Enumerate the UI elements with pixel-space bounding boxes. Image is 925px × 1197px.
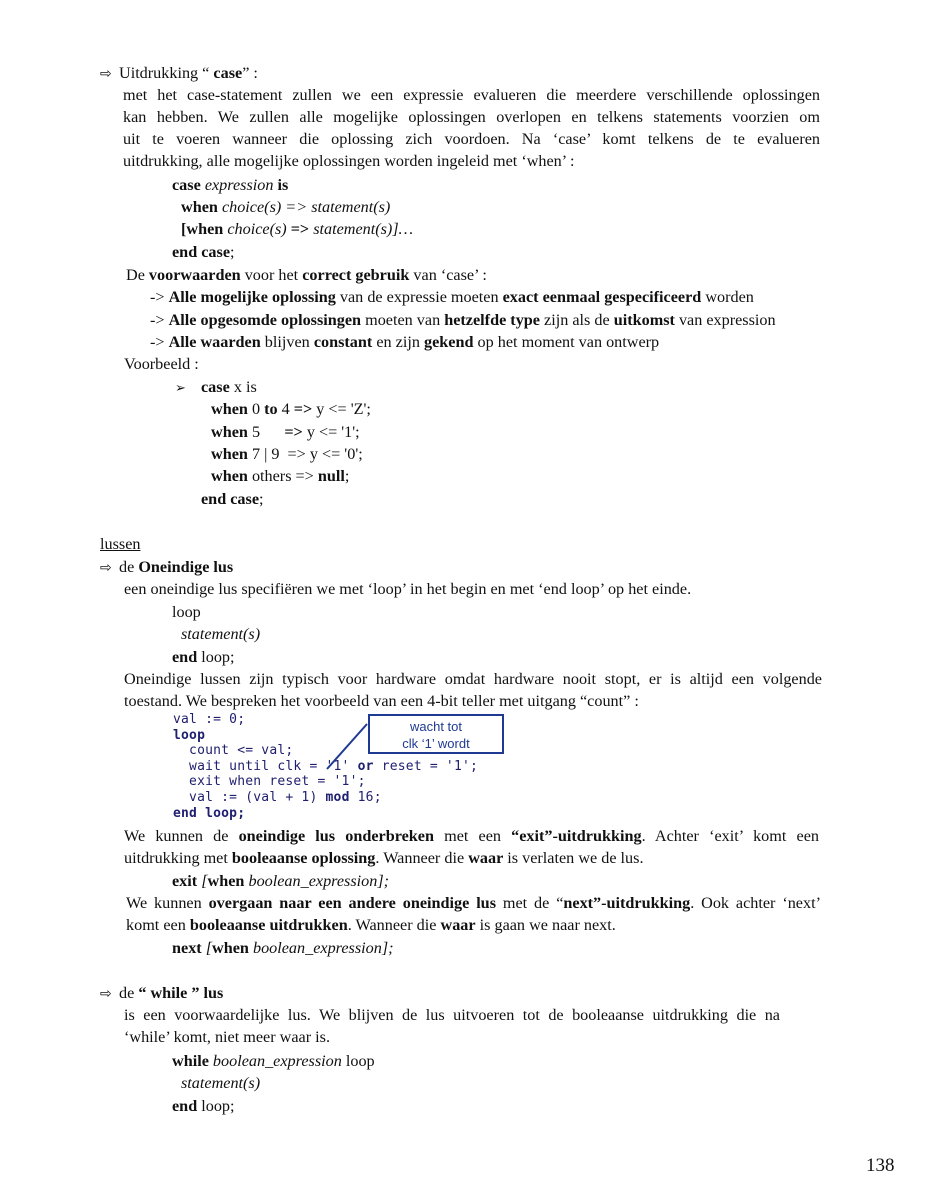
exit-text-line: We kunnen de oneindige lus onderbreken met een “exit”-uitdrukking. Achter ‘exit’ komt een [124, 827, 819, 845]
condition-item: -> Alle waarden blijven constant en zijn gekend op het moment van ontwerp [150, 333, 660, 351]
right-arrow-icon: ⇨ [100, 66, 112, 82]
code-line: wait until clk = '1' or reset = '1'; [173, 758, 479, 774]
infinite-syntax-line: statement(s) [181, 625, 261, 643]
code-line: loop [173, 727, 206, 743]
triangle-bullet-icon: ➢ [175, 381, 186, 396]
code-line: val := (val + 1) mod 16; [173, 789, 382, 805]
next-text-line: komt een booleaanse uitdrukken. Wanneer die waar is gaan we naar next. [126, 916, 616, 934]
infinite-loop-heading: ⇨ de Oneindige lus [100, 556, 233, 579]
case-syntax-line: case expression is [172, 176, 289, 194]
while-syntax-line: statement(s) [181, 1074, 261, 1092]
case-heading: ⇨ Uitdrukking “ case” : [100, 62, 258, 85]
example-line: ➢ case x is [175, 376, 257, 400]
infinite-loop-intro: een oneindige lus specifiëren we met ‘loop’ in het begin en met ‘end loop’ op het einde. [124, 580, 692, 598]
case-intro-line: uitdrukking, alle mogelijke oplossingen worden ingeleid met ‘when’ : [123, 152, 575, 170]
example-line: when 0 to 4 => y <= 'Z'; [211, 400, 371, 418]
example-label: Voorbeeld : [124, 355, 199, 373]
right-arrow-icon: ⇨ [100, 560, 112, 576]
case-intro-line: met het case-statement zullen we een expressie evalueren die meerdere verschillende oplossingen [123, 86, 820, 104]
while-loop-heading: ⇨ de “ while ” lus [100, 982, 223, 1005]
page-number: 138 [866, 1155, 895, 1176]
example-line: when 5 => y <= '1'; [211, 423, 360, 441]
condition-item: -> Alle opgesomde oplossingen moeten van hetzelfde type zijn als de uitkomst van expression [150, 311, 776, 329]
infinite-text-line: toestand. We bespreken het voorbeeld van een 4-bit teller met uitgang “count” : [124, 692, 639, 710]
callout-box [368, 714, 504, 754]
code-line: exit when reset = '1'; [173, 774, 366, 790]
case-intro-line: uit te voeren wanneer die oplossing zich voordoen. Na ‘case’ komt telkens de te evalueren [123, 130, 820, 148]
infinite-text-line: Oneindige lussen zijn typisch voor hardware omdat hardware nooit stopt, er is altijd een volgende [124, 670, 822, 688]
exit-text [124, 825, 819, 869]
case-syntax-line: end case; [172, 243, 235, 261]
condition-item: -> Alle mogelijke oplossing van de expressie moeten exact eenmaal gespecificeerd worden [150, 288, 754, 306]
code-line: val := 0; [173, 712, 246, 727]
example-line: end case; [201, 490, 264, 508]
callout-line: clk ‘1’ wordt [402, 736, 470, 751]
code-line: count <= val; [173, 743, 294, 759]
example-line: when 7 | 9 => y <= '0'; [211, 445, 363, 463]
example-line: when others => null; [211, 467, 350, 485]
while-syntax-line: end loop; [172, 1097, 235, 1115]
right-arrow-icon: ⇨ [100, 986, 112, 1002]
next-syntax: next [when boolean_expression]; [172, 939, 394, 957]
case-intro-line: kan hebben. We zullen alle mogelijke oplossingen overlopen en telkens statements voorzien om [123, 108, 820, 126]
next-text [126, 892, 821, 936]
next-text-line: We kunnen overgaan naar een andere oneindige lus met de “next”-uitdrukking. Ook achter ‘next’ [126, 894, 821, 912]
case-syntax-line: when choice(s) => statement(s) [181, 198, 391, 216]
infinite-syntax-line: loop [172, 603, 201, 621]
callout-line: wacht tot [409, 719, 463, 734]
while-syntax-line: while boolean_expression loop [172, 1052, 375, 1070]
while-text-line: ‘while’ komt, niet meer waar is. [124, 1028, 331, 1046]
exit-text-line: uitdrukking met booleaanse oplossing. Wanneer die waar is verlaten we de lus. [124, 849, 644, 867]
while-text-line: is een voorwaardelijke lus. We blijven de lus uitvoeren tot de booleaanse uitdrukking die na [124, 1006, 780, 1024]
case-syntax-line: [when choice(s) => statement(s)]… [181, 220, 414, 238]
loops-title: lussen [100, 535, 141, 553]
conditions-intro: De voorwaarden voor het correct gebruik van ‘case’ : [126, 266, 487, 284]
infinite-syntax-line: end loop; [172, 648, 235, 666]
code-line: end loop; [173, 805, 246, 821]
while-text [124, 1004, 780, 1048]
exit-syntax: exit [when boolean_expression]; [172, 872, 390, 890]
